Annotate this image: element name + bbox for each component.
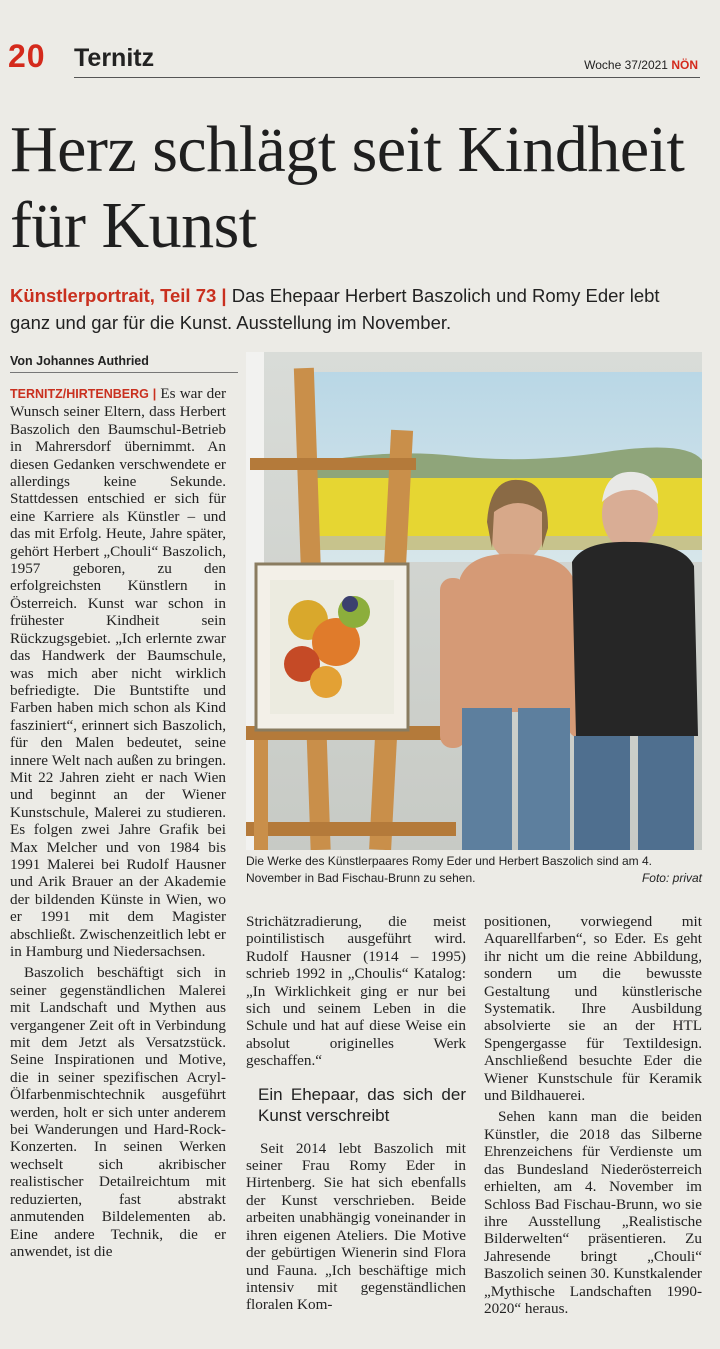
photo-caption — [246, 853, 702, 887]
article-column-1 — [10, 385, 226, 1264]
deck-text: Das Ehepaar Herbert Baszolich und Romy Eder lebt ganz und gar für die Kunst. Ausstellung im November. — [10, 285, 660, 333]
headline: Herz schlägt seit Kindheit für Kunst — [10, 113, 685, 262]
article-column-3 — [484, 913, 702, 1321]
photo-illustration — [246, 352, 702, 850]
brand-logo: NÖN — [671, 58, 698, 72]
paragraph: Seit 2014 lebt Baszolich mit seiner Frau Romy Eder in Hirtenberg. Sie hat sich ebenfalls der Kunst verschrieben. Beide arbeiten unabhängig voneinander in ihren eigenen Ateliers. Die Motive der gebürtigen Wienerin sind Flora und Fauna. „Ich beschäftige mich intensiv mit gegenständlichen floralen Kom- — [246, 1139, 466, 1314]
paragraph: positionen, vorwiegend mit Aquarellfarben“, so Eder. Es geht ihr nicht um die reine Abbildung, sondern um die bewusste Gestaltung und künstlerische Systematik. Ihre Ausbildung absolvierte sie an der HTL Spengergasse für Textildesign. Anschließend besuchte Eder die Wiener Kunstschule für Keramik und Bildhauerei. — [484, 913, 702, 1105]
kicker: Künstlerportrait, Teil 73 — [10, 285, 217, 306]
paragraph: Baszolich beschäftigt sich in seiner gegenständlichen Malerei mit Landschaft und Mythen aus vergangener Zeit oft in Verbindung mit dem Jetzt als Versatzstück. Seine Inspirationen und Motive, die in seiner spezifischen Acryl-Ölfarbenmischtechnik ausgeführt werden, holt er sich unter anderem bei Wanderungen und Hard-Rock-Konzerten. In seinen Werken wechselt sich akribischer realistischer Detailreichtum mit reduzierten, fast abstrakt anmutenden Bildelementen ab. Eine andere Technik, die er anwendet, ist die — [10, 964, 226, 1260]
article-column-2 — [246, 913, 466, 1318]
caption-text: Die Werke des Künstlerpaares Romy Eder und Herbert Baszolich sind am 4. November in Bad Fischau-Brunn zu sehen. — [246, 854, 652, 885]
page-number: 20 — [8, 38, 46, 74]
byline: Von Johannes Authried — [10, 354, 238, 373]
subheading: Ein Ehepaar, das sich der Kunst verschreibt — [258, 1084, 466, 1125]
header-rule — [74, 77, 700, 78]
watercolor-painting — [256, 564, 408, 730]
paragraph: Es war der Wunsch seiner Eltern, dass Herbert Baszolich den Baumschul-Betrieb in Mahrersdorf übernimmt. An diesen Gedanken verschwendete er allerdings keine Sekunde. Stattdessen entschied er sich für eine Karriere als Künstler – und das mit Erfolg. Heute, Jahre später, gehört Herbert „Chouli“ Baszolich, 1957 geboren, zu den erfolgreichsten Künstlern in Österreich. Kunst war schon in frühester Kindheit sein Rückzugsgebiet. „Ich erlernte zwar das Handwerk der Baumschule, was mich aber nicht wirklich befriedigte. Die Buntstifte und Farben haben mich schon als Kind fasziniert“, erinnert sich Baszolich, für den Malen bedeutet, seine innere Welt nach außen zu bringen. Mit 22 Jahren zieht er nach Wien und beginnt an der Wiener Kunstschule, Malerei zu studieren. Es folgen zwei Jahre Grafik bei Max Melcher und von 1984 bis 1991 Malerei bei Rudolf Hausner und Arik Brauer an der Akademie der bildenden Künste in Wien, wo er 1991 mit dem Magister abschließt. Zwischenzeitlich lebt er in Hamburg und Niedersachsen. — [10, 385, 227, 960]
section-title: Ternitz — [74, 44, 155, 72]
issue-week — [584, 58, 698, 72]
deck: Künstlerportrait, Teil 73 | Das Ehepaar Herbert Baszolich und Romy Eder lebt ganz und gar für die Kunst. Ausstellung im November. — [10, 285, 660, 333]
week-label: Woche 37/2021 — [584, 58, 668, 72]
paragraph: Sehen kann man die beiden Künstler, die 2018 das Silberne Ehrenzeichens für Verdienste um das Bundesland Niederösterreich erhielten, am 4. November im Schloss Bad Fischau-Brunn, wo sie ihre Ausstellung „Realistische Bilderwelten“ präsentieren. Zu Jahresende bringt „Chouli“ Baszolich seinen 30. Kunstkalender „Mythische Landschaften 1990-2020“ heraus. — [484, 1108, 702, 1317]
paragraph: Strichätzradierung, die meist pointilistisch ausgeführt wird. Rudolf Hausner (1914 – 1995) schrieb 1992 in „Choulis“ Katalog: „In Wirklichkeit ging er nur bei sich und seinem Leben in die Schule und hat auf diese Weise ein absolut originelles Werk geschaffen.“ — [246, 913, 466, 1070]
dateline: TERNITZ/HIRTENBERG | — [10, 387, 157, 401]
article-photo — [246, 352, 702, 850]
photo-credit: Foto: privat — [641, 871, 702, 885]
